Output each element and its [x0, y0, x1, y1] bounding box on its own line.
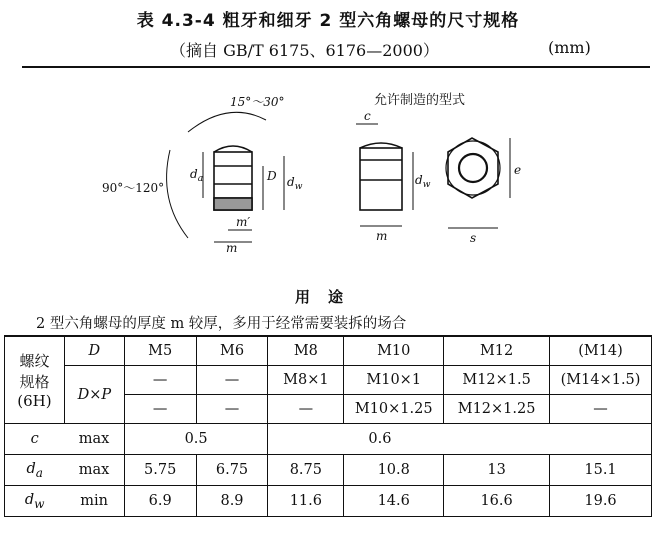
cell: (M14) — [550, 336, 652, 366]
cell: — — [124, 366, 196, 395]
sym-DxP: D×P — [64, 366, 124, 424]
cell: (M14×1.5) — [550, 366, 652, 395]
cell: 13 — [444, 455, 550, 486]
cell: — — [196, 395, 268, 424]
cell: M12×1.5 — [444, 366, 550, 395]
cell: 0.6 — [268, 424, 652, 455]
cell: — — [550, 395, 652, 424]
cell: 10.8 — [344, 455, 444, 486]
cell: — — [124, 395, 196, 424]
cell: M8 — [268, 336, 344, 366]
dim-s: s — [470, 231, 477, 245]
nut-thread-hole — [459, 154, 487, 182]
spec-table — [4, 335, 652, 517]
cell: 6.75 — [196, 455, 268, 486]
dim-dw2: $d_w$ — [415, 173, 431, 190]
cell: M10×1.25 — [344, 395, 444, 424]
thread-spec-label: 螺纹 规格 (6H) — [5, 336, 65, 424]
nut-drawing-svg — [88, 80, 568, 260]
kind-da: max — [64, 455, 124, 486]
cell: M12 — [444, 336, 550, 366]
cell: M10×1 — [344, 366, 444, 395]
cell: 14.6 — [344, 486, 444, 517]
cell: M8×1 — [268, 366, 344, 395]
dim-da: $d_a$ — [190, 167, 204, 184]
cell: 8.75 — [268, 455, 344, 486]
cell: 11.6 — [268, 486, 344, 517]
nut-variant-side — [360, 148, 402, 210]
allowed-variant-label: 允许制造的型式 — [374, 93, 466, 108]
table-subtitle: （摘自 GB/T 6175、6176—2000） — [170, 41, 439, 60]
cell: 6.9 — [124, 486, 196, 517]
kind-c: max — [64, 424, 124, 455]
sym-dw: $d_w$ — [5, 486, 65, 517]
table-title: 表 4.3-4 粗牙和细牙 2 型六角螺母的尺寸规格 — [136, 11, 520, 31]
table-row-D — [5, 336, 652, 366]
cell: 19.6 — [550, 486, 652, 517]
dim-m2: m — [376, 229, 388, 243]
sym-D: D — [64, 336, 124, 366]
dim-c: c — [364, 109, 371, 123]
cell: M10 — [344, 336, 444, 366]
dim-dw: $d_w$ — [287, 175, 303, 192]
header-rule — [22, 66, 650, 68]
cell: — — [268, 395, 344, 424]
bearing-face — [214, 198, 252, 210]
cell: 15.1 — [550, 455, 652, 486]
cell: 8.9 — [196, 486, 268, 517]
nut-drawing — [88, 80, 568, 260]
cell: 16.6 — [444, 486, 550, 517]
dim-D: D — [267, 169, 277, 183]
unit-label: (mm) — [548, 38, 591, 57]
dim-m-prime: m′ — [236, 215, 251, 229]
angle-side-label: 90°～120° — [102, 181, 165, 195]
table-row-c — [5, 424, 652, 455]
sym-c: c — [5, 424, 65, 455]
cell: 0.5 — [124, 424, 268, 455]
cell: M12×1.25 — [444, 395, 550, 424]
cell: M6 — [196, 336, 268, 366]
usage-text: 2 型六角螺母的厚度 m 较厚，多用于经常需要装拆的场合 — [36, 316, 407, 332]
table-row-DxP-1 — [5, 366, 652, 395]
table-row-da — [5, 455, 652, 486]
cell: 5.75 — [124, 455, 196, 486]
usage-heading: 用途 — [294, 288, 361, 306]
kind-dw: min — [64, 486, 124, 517]
dim-m: m — [226, 241, 238, 255]
dim-e: e — [514, 163, 522, 177]
cell: — — [196, 366, 268, 395]
cell: M5 — [124, 336, 196, 366]
angle-top-label: 15°～30° — [230, 95, 285, 109]
table-row-dw — [5, 486, 652, 517]
sym-da: $d_a$ — [5, 455, 65, 486]
